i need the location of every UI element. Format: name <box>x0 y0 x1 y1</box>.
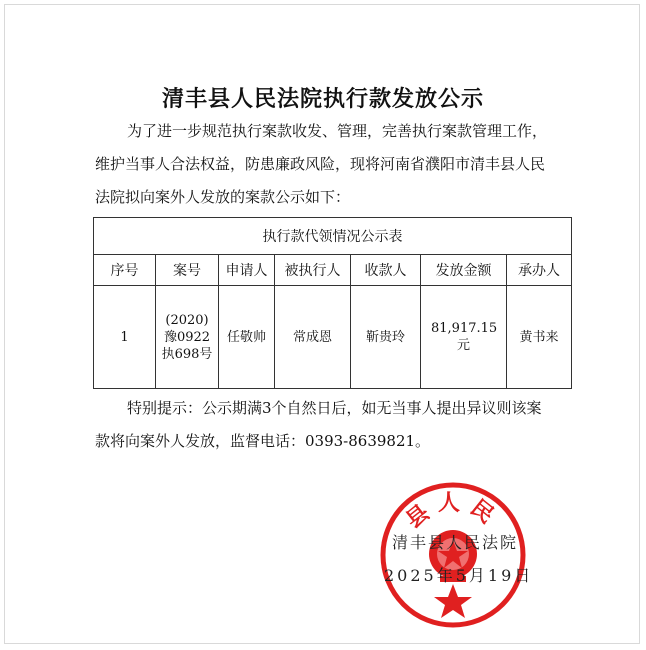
cell-handler: 黄书来 <box>507 286 572 389</box>
seal-date: 2025年5月19日 <box>384 566 534 585</box>
header-handler: 承办人 <box>507 255 572 286</box>
table-caption: 执行款代领情况公示表 <box>94 218 572 255</box>
cell-amount: 81,917.15元 <box>421 286 507 389</box>
table-row <box>94 286 572 389</box>
seal-court-name: 清丰县人民法院 <box>392 533 519 552</box>
header-case-no: 案号 <box>156 255 219 286</box>
header-applicant: 申请人 <box>219 255 275 286</box>
seal-arc-text: 县人民 <box>401 491 505 534</box>
seal-star-icon <box>434 584 472 618</box>
cell-index: 1 <box>94 286 156 389</box>
header-payee: 收款人 <box>351 255 421 286</box>
intro-line-2: 维护当事人合法权益，防患廉政风险，现将河南省濮阳市清丰县人民 <box>95 155 546 173</box>
intro-line-3: 法院拟向案外人发放的案款公示如下： <box>95 188 351 206</box>
header-index: 序号 <box>94 255 156 286</box>
court-seal <box>378 480 528 630</box>
document-title: 清丰县人民法院执行款发放公示 <box>161 86 484 112</box>
intro-paragraph <box>95 115 555 214</box>
disbursement-table <box>93 217 572 389</box>
notice-line-2: 款将向案外人发放，监督电话：0393-8639821。 <box>95 432 431 450</box>
intro-line-1: 为了进一步规范执行案款收发、管理，完善执行案款管理工作， <box>127 122 548 140</box>
cell-respondent: 常成恩 <box>275 286 351 389</box>
header-respondent: 被执行人 <box>275 255 351 286</box>
header-amount: 发放金额 <box>421 255 507 286</box>
cell-applicant: 任敬帅 <box>219 286 275 389</box>
cell-payee: 靳贵玲 <box>351 286 421 389</box>
notice-paragraph <box>95 392 555 458</box>
notice-line-1: 特别提示：公示期满3个自然日后，如无当事人提出异议则该案 <box>127 399 542 417</box>
cell-case-no: (2020)豫0922执698号 <box>156 286 219 389</box>
